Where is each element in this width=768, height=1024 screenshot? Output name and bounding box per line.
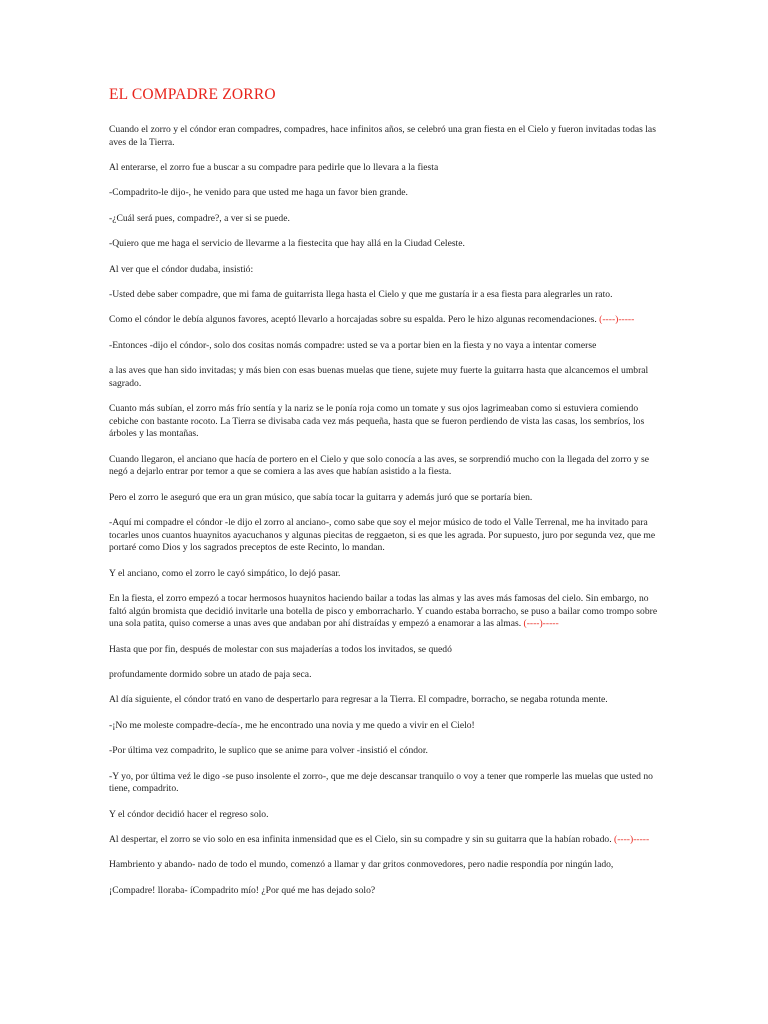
paragraph-text: Al día siguiente, el cóndor trató en vano de despertarlo para regresar a la Tierra. El compadre, borracho, se negaba rotunda mente. (109, 694, 608, 706)
paragraph-text: -¿Cuál será pues, compadre?, a ver si se puede. (109, 212, 290, 224)
paragraph (109, 162, 661, 175)
paragraph-text: Hambriento y abando- nado de todo el mundo, comenzó a llamar y dar gritos conmovedores, pero nadie respondía por ningún lado, (109, 859, 614, 871)
paragraph-text: ¡Compadre! lloraba- íCompadrito mío! ¿Por qué me has dejado solo? (109, 884, 376, 896)
paragraph-text: profundamente dormido sobre un atado de paja seca. (109, 668, 312, 680)
document-title: EL COMPADRE ZORRO (109, 86, 276, 103)
document-page (109, 86, 661, 910)
paragraph-text: Al despertar, el zorro se vio solo en esa infinita inmensidad que es el Cielo, sin su compadre y sin su guitarra que la habían robado. (109, 833, 615, 845)
paragraph-text: Cuanto más subían, el zorro más frío sentía y la nariz se le ponía roja como un tomate y sus ojos lagrimeaban como si estuviera comiendo cebiche con bastante rocoto. La Tierra se divisaba cada vez más pequeña, hasta que se fueron perdiendo de vista las casas, los sembríos, los árboles y las montañas. (109, 403, 645, 440)
paragraph-text: En la fiesta, el zorro empezó a tocar hermosos huaynitos haciendo bailar a todas las almas y las aves más famosas del cielo. Sin embargo, no faltó algún bromista que decidió invitarle una botella de pisco y emborracharlo. Y cuando estaba borracho, se puso a bailar como trompo sobre una sola patita, quiso comerse a unas aves que andaban por ahí distraídas y empezó a enamorar a las almas. (109, 593, 658, 630)
paragraph-text: -Aquí mi compadre el cóndor -le dijo el zorro al anciano-, como sabe que soy el mejor músico de todo el Valle Terrenal, me ha invitado para tocarles unos cuantos huaynitos ayacuchanos y algunas piecitas de reggaeton, si es que les agrada. Por supuesto, juro por segunda vez, que me portaré como Dios y los sagrados preceptos de este Recinto, lo mandan. (109, 517, 656, 554)
document-body (109, 124, 661, 897)
paragraph (109, 720, 661, 733)
paragraph (109, 187, 661, 200)
paragraph-text: -Usted debe saber compadre, que mi fama de guitarrista llega hasta el Cielo y que me gustaría ir a esa fiesta para alegrarles un rato. (109, 288, 613, 300)
paragraph (109, 454, 661, 479)
paragraph-text: Al enterarse, el zorro fue a buscar a su compadre para pedirle que lo llevara a la fiesta (109, 161, 439, 173)
paragraph (109, 340, 661, 353)
paragraph (109, 644, 661, 657)
paragraph-text: Cuando el zorro y el cóndor eran compadres, compadres, hace infinitos años, se celebró una gran fiesta en el Cielo y fueron invitadas todas las aves de la Tierra. (109, 124, 656, 148)
paragraph-text: -Compadrito-le dijo-, he venido para que usted me haga un favor bien grande. (109, 187, 408, 199)
section-marker: (----)----- (614, 833, 650, 845)
paragraph (109, 745, 661, 758)
paragraph (109, 238, 661, 251)
paragraph (109, 264, 661, 277)
section-marker: (----)----- (599, 314, 635, 326)
paragraph (109, 213, 661, 226)
section-marker: (----)----- (523, 618, 559, 630)
paragraph (109, 859, 661, 872)
paragraph (109, 669, 661, 682)
paragraph-text: Y el anciano, como el zorro le cayó simpático, lo dejó pasar. (109, 567, 341, 579)
paragraph-text: Pero el zorro le aseguró que era un gran músico, que sabía tocar la guitarra y además juró que se portaría bien. (109, 491, 533, 503)
paragraph-text: Cuando llegaron, el anciano que hacía de portero en el Cielo y que solo conocía a las aves, se sorprendió mucho con la llegada del zorro y se negó a dejarlo entrar por temor a que se comiera a las aves que habían asistido a la fiesta. (109, 453, 649, 478)
paragraph (109, 568, 661, 581)
paragraph (109, 124, 661, 149)
paragraph (109, 885, 661, 898)
paragraph-text: -Por última vez compadrito, le suplico que se anime para volver -insistió el cóndor. (109, 745, 428, 757)
paragraph (109, 593, 661, 631)
paragraph-text: -Entonces -dijo el cóndor-, solo dos cositas nomás compadre: usted se va a portar bien en la fiesta y no vaya a intentar comerse (109, 339, 597, 351)
paragraph-text: Hasta que por fin, después de molestar con sus majaderías a todos los invitados, se quedó (109, 643, 452, 655)
paragraph (109, 314, 661, 327)
paragraph (109, 809, 661, 822)
paragraph (109, 517, 661, 555)
paragraph-text: Y el cóndor decidió hacer el regreso solo. (109, 808, 269, 820)
paragraph (109, 289, 661, 302)
paragraph-text: -Quiero que me haga el servicio de llevarme a la fiestecita que hay allá en la Ciudad Celeste. (109, 238, 465, 250)
paragraph-text: Como el cóndor le debía algunos favores, aceptó llevarlo a horcajadas sobre su espalda. Pero le hizo algunas recomendaciones. (109, 314, 600, 326)
paragraph (109, 492, 661, 505)
paragraph (109, 834, 661, 847)
paragraph-text: a las aves que han sido invitadas; y más bien con esas buenas muelas que tiene, sujete muy fuerte la guitarra hasta que alcancemos el umbral sagrado. (109, 365, 649, 389)
paragraph-text: -¡No me moleste compadre-decía-, me he encontrado una novia y me quedo a vivir en el Cielo! (109, 719, 475, 731)
paragraph-text: -Y yo, por última veź le digo -se puso insolente el zorro-, que me deje descansar tranquilo o voy a tener que romperle las muelas que usted no tiene, compadrito. (109, 770, 653, 795)
paragraph (109, 771, 661, 796)
paragraph (109, 403, 661, 441)
paragraph-text: Al ver que el cóndor dudaba, insistió: (109, 263, 254, 275)
paragraph (109, 694, 661, 707)
paragraph (109, 365, 661, 390)
